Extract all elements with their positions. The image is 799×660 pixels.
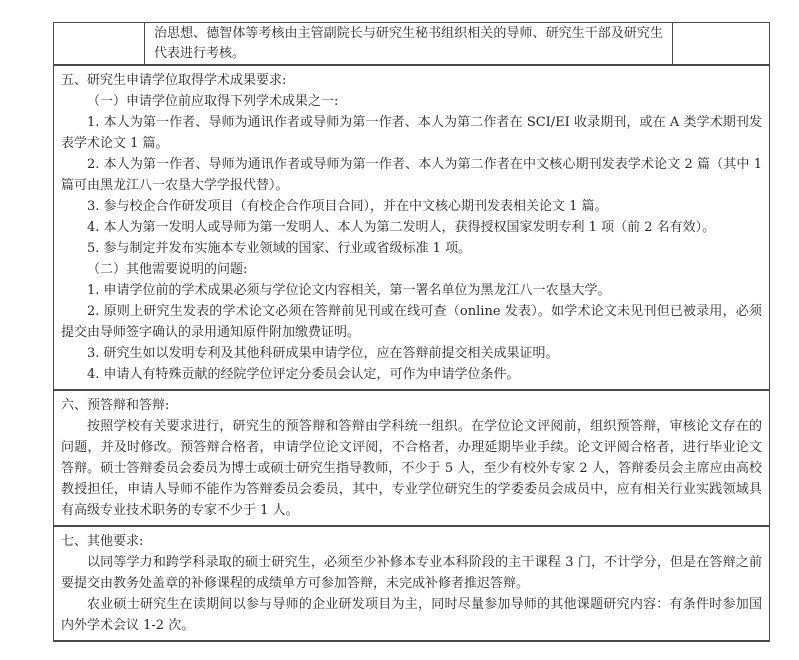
section-5-paragraph-1: （一）申请学位前应取得下列学术成果之一: (87, 94, 339, 109)
section-7-other-requirements (54, 526, 770, 641)
section-7-paragraph-2: 农业硕士研究生在读期间以参与导师的企业研发项目为主，同时尽量参加导师的其他课题研究内容：有条件时参加国内外学术会议 1-2 次。 (61, 597, 762, 633)
section-6-title: 六、预答辩和答辩: (61, 398, 170, 413)
section-5-paragraph-9: 2. 原则上研究生发表的学术论文必须在答辩前见刊或在线可查（online 发表）。如学术论文未见刊但已被录用，必须提交由导师签字确认的录用通知原件附加缴费证明。 (61, 304, 762, 340)
section-5-paragraph-3: 2. 本人为第一作者、导师为通讯作者或导师为第一作者、本人为第二作者在中文核心期刊发表学术论文 2 篇（其中 1 篇可由黑龙江八一农垦大学学报代替）。 (61, 157, 762, 193)
section-5-paragraph-8: 1. 申请学位前的学术成果必须与学位论文内容相关，第一署名单位为黑龙江八一农垦大学。 (87, 283, 611, 298)
section-6-pre-defense (54, 390, 770, 526)
section-5-paragraph-4: 3. 参与校企合作研发项目（有校企合作项目合同），并在中文核心期刊发表相关论文 1 篇。 (87, 199, 608, 214)
continuation-text-cell (145, 23, 673, 66)
section-row-pre-defense (54, 390, 770, 526)
degree-requirements-table (53, 22, 770, 642)
section-5-paragraph-11: 4. 申请人有特殊贡献的经院学位评定分委员会认定，可作为申请学位条件。 (87, 367, 520, 382)
section-5-paragraph-2: 1. 本人为第一作者、导师为通讯作者或导师为第一作者、本人为第二作者在 SCI/EI 收录期刊，或在 A 类学术期刊发表学术论文 1 篇。 (61, 115, 762, 151)
section-5-academic-achievements (54, 65, 770, 390)
section-row-academic-achievements (54, 65, 770, 390)
section-7-title: 七、其他要求: (61, 534, 144, 549)
continuation-row (54, 23, 770, 66)
section-5-title: 五、研究生申请学位取得学术成果要求: (61, 73, 287, 88)
section-6-paragraph-1: 按照学校有关要求进行，研究生的预答辩和答辩由学科统一组织。在学位论文评阅前，组织预答辩，审核论文存在的问题，并及时修改。预答辩合格者，申请学位论文评阅，不合格者，办理延期毕业手续。论文评阅合格者，进行毕业论文答辩。硕士答辩委员会委员为博士或硕士研究生指导教师，不少于 5 人，至少有校外专家 2 人，答辩委员会主席应由高校教授担任，申请人导师不能作为答辩委员会委员，其中，专业学位研究生的学委委员会成员中，应有相关行业实践领域具有高级专业技术职务的专家不少于 1 人。 (61, 419, 762, 518)
continuation-text: 治思想、德智体等考核由主管副院长与研究生秘书组织相关的导师、研究生干部及研究生代表进行考核。 (154, 26, 663, 61)
section-7-paragraph-1: 以同等学力和跨学科录取的硕士研究生，必须至少补修本专业本科阶段的主干课程 3 门，不计学分，但是在答辩之前要提交由教务处盖章的补修课程的成绩单方可参加答辩，未完成补修者推迟答辩。 (61, 555, 762, 591)
section-5-paragraph-10: 3. 研究生如以发明专利及其他科研成果申请学位，应在答辩前提交相关成果证明。 (87, 346, 559, 361)
empty-cell-left (54, 23, 145, 66)
empty-cell-right (673, 23, 770, 66)
section-5-paragraph-7: （二）其他需要说明的问题: (87, 262, 248, 277)
section-5-paragraph-6: 5. 参与制定并发布实施本专业领域的国家、行业或省级标准 1 项。 (87, 241, 472, 256)
section-row-other-requirements (54, 526, 770, 641)
section-5-paragraph-5: 4. 本人为第一发明人或导师为第一发明人、本人为第二发明人，获得授权国家发明专利 1 项（前 2 名有效）。 (87, 220, 716, 235)
